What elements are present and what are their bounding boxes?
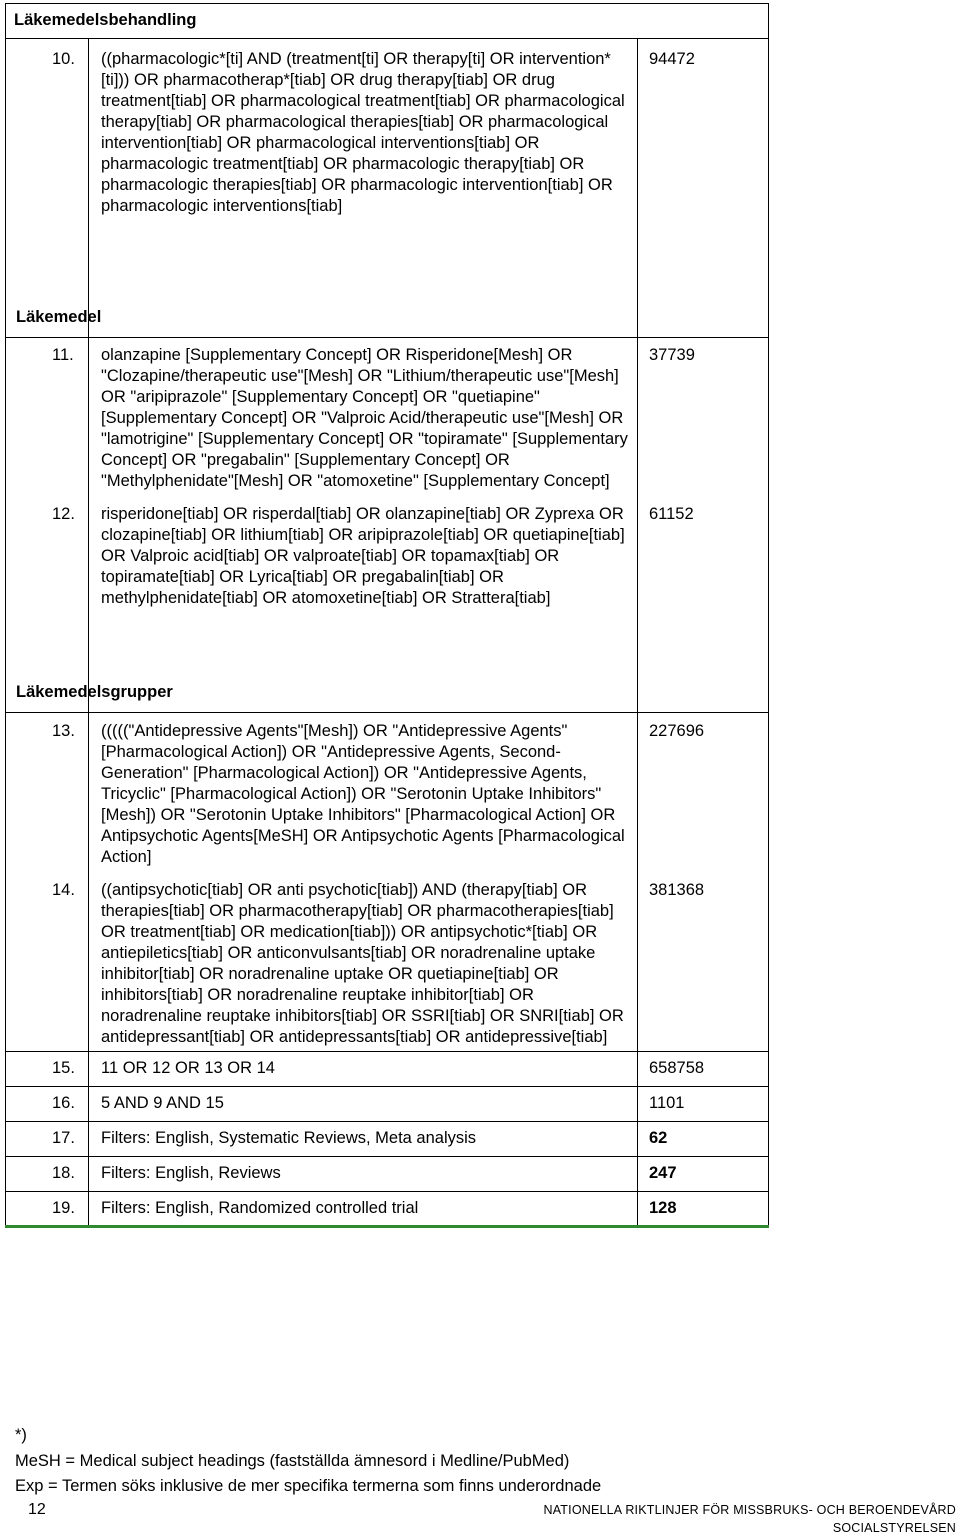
section-header: Läkemedelsbehandling	[6, 4, 769, 39]
result-count: 62	[638, 1122, 769, 1157]
row-number-cell	[6, 1192, 89, 1227]
table-row	[6, 1192, 769, 1227]
table-row	[6, 1087, 769, 1122]
row-number: 10.	[52, 50, 75, 68]
table-row	[6, 498, 769, 713]
section-label-lakemedel: Läkemedel	[16, 308, 102, 326]
section-label-lakemedelsgrupper: Läkemedelsgrupper	[16, 683, 173, 701]
result-count: 61152	[638, 498, 769, 713]
result-count: 1101	[638, 1087, 769, 1122]
row-number-cell	[6, 713, 89, 875]
row-number: 16.	[52, 1094, 75, 1112]
footnote-marker: *)	[15, 1426, 27, 1444]
section-header-row	[6, 4, 769, 39]
row-number-cell	[6, 1157, 89, 1192]
query-cell: ((((("Antidepressive Agents"[Mesh]) OR "Antidepressive Agents" [Pharmacological Action]) OR "Antidepressive Agents, Second-Generation" [Pharmacological Action]) OR "Antidepressive Agents, Tricyclic" [Pharmacological Action]) OR "Serotonin Uptake Inhibitors"[Mesh]) OR "Serotonin Uptake Inhibitors" [Pharmacological Action] OR Antipsychotic Agents[MeSH] OR Antipsychotic Agents [Pharmacological Action]	[89, 713, 638, 875]
result-count: 658758	[638, 1052, 769, 1087]
row-number: 17.	[52, 1129, 75, 1147]
result-count: 128	[638, 1192, 769, 1227]
row-number-cell	[6, 338, 89, 499]
table-row	[6, 1052, 769, 1087]
row-number: 13.	[52, 722, 75, 740]
search-strategy-table	[5, 3, 769, 1228]
query-cell: risperidone[tiab] OR risperdal[tiab] OR olanzapine[tiab] OR Zyprexa OR clozapine[tiab] OR lithium[tiab] OR aripiprazole[tiab] OR quetiapine[tiab] OR Valproic acid[tiab] OR valproate[tiab] OR topamax[tiab] OR topiramate[tiab] OR Lyrica[tiab] OR pregabalin[tiab] OR methylphenidate[tiab] OR atomoxetine[tiab] OR Strattera[tiab]	[89, 498, 638, 713]
row-number-cell	[6, 874, 89, 1052]
query-cell: 5 AND 9 AND 15	[89, 1087, 638, 1122]
query-cell: 11 OR 12 OR 13 OR 14	[89, 1052, 638, 1087]
row-number: 18.	[52, 1164, 75, 1182]
row-number: 15.	[52, 1059, 75, 1077]
row-number-cell	[6, 1122, 89, 1157]
footnote-exp: Exp = Termen söks inklusive de mer specifika termerna som finns underordnade	[15, 1477, 602, 1495]
row-number: 11.	[52, 346, 74, 364]
table-row	[6, 1157, 769, 1192]
row-number-cell	[6, 1087, 89, 1122]
footnote-mesh: MeSH = Medical subject headings (fastställda ämnesord i Medline/PubMed)	[15, 1452, 570, 1470]
result-count: 227696	[638, 713, 769, 875]
table-row	[6, 338, 769, 499]
result-count: 94472	[638, 39, 769, 338]
result-count: 247	[638, 1157, 769, 1192]
query-cell: Filters: English, Reviews	[89, 1157, 638, 1192]
result-count: 381368	[638, 874, 769, 1052]
result-count: 37739	[638, 338, 769, 499]
query-cell: Filters: English, Randomized controlled trial	[89, 1192, 638, 1227]
table-row	[6, 713, 769, 875]
row-number-cell	[6, 39, 102, 338]
row-number: 19.	[52, 1199, 75, 1217]
row-number: 12.	[52, 505, 75, 523]
query-cell: ((antipsychotic[tiab] OR anti psychotic[tiab]) AND (therapy[tiab] OR therapies[tiab] OR pharmacotherapy[tiab] OR pharmacotherapies[tiab] OR treatment[tiab] OR medication[tiab])) OR antipsychotic*[tiab] OR antiepiletics[tiab] OR anticonvulsants[tiab] OR noradrenaline uptake inhibitor[tiab] OR noradrenaline uptake OR quetiapine[tiab] OR inhibitors[tiab] OR noradrenaline reuptake inhibitor[tiab] OR noradrenaline reuptake inhibitors[tiab] OR SSRI[tiab] OR SNRI[tiab] OR antidepressant[tiab] OR antidepressants[tiab] OR antidepressive[tiab]	[89, 874, 638, 1052]
query-cell: olanzapine [Supplementary Concept] OR Risperidone[Mesh] OR "Clozapine/therapeutic use"[Mesh] OR "Lithium/therapeutic use"[Mesh] OR "aripiprazole" [Supplementary Concept] OR "quetiapine" [Supplementary Concept] OR "Valproic Acid/therapeutic use"[Mesh] OR "lamotrigine" [Supplementary Concept] OR "topiramate" [Supplementary Concept] OR "pregabalin" [Supplementary Concept] OR "Methylphenidate"[Mesh] OR "atomoxetine" [Supplementary Concept]	[89, 338, 638, 499]
table-row	[6, 874, 769, 1052]
query-cell: Filters: English, Systematic Reviews, Meta analysis	[89, 1122, 638, 1157]
table-row	[6, 39, 769, 338]
query-cell: ((pharmacologic*[ti] AND (treatment[ti] OR therapy[ti] OR intervention*[ti])) OR pharmacotherap*[tiab] OR drug therapy[tiab] OR drug treatment[tiab] OR pharmacological treatment[tiab] OR pharmacological therapy[tiab] OR pharmacological therapies[tiab] OR pharmacological intervention[tiab] OR pharmacological interventions[tiab] OR pharmacologic treatment[tiab] OR pharmacologic therapy[tiab] OR pharmacologic therapies[tiab] OR pharmacologic intervention[tiab] OR pharmacologic interventions[tiab]	[89, 39, 638, 338]
table-row	[6, 1122, 769, 1157]
footer-publisher: SOCIALSTYRELSEN	[832, 1521, 956, 1535]
footer-title: NATIONELLA RIKTLINJER FÖR MISSBRUKS- OCH BEROENDEVÅRD	[543, 1503, 956, 1517]
row-number-cell	[6, 1052, 89, 1087]
row-number-cell	[6, 498, 173, 713]
page-number: 12	[28, 1501, 46, 1518]
row-number: 14.	[52, 881, 75, 899]
